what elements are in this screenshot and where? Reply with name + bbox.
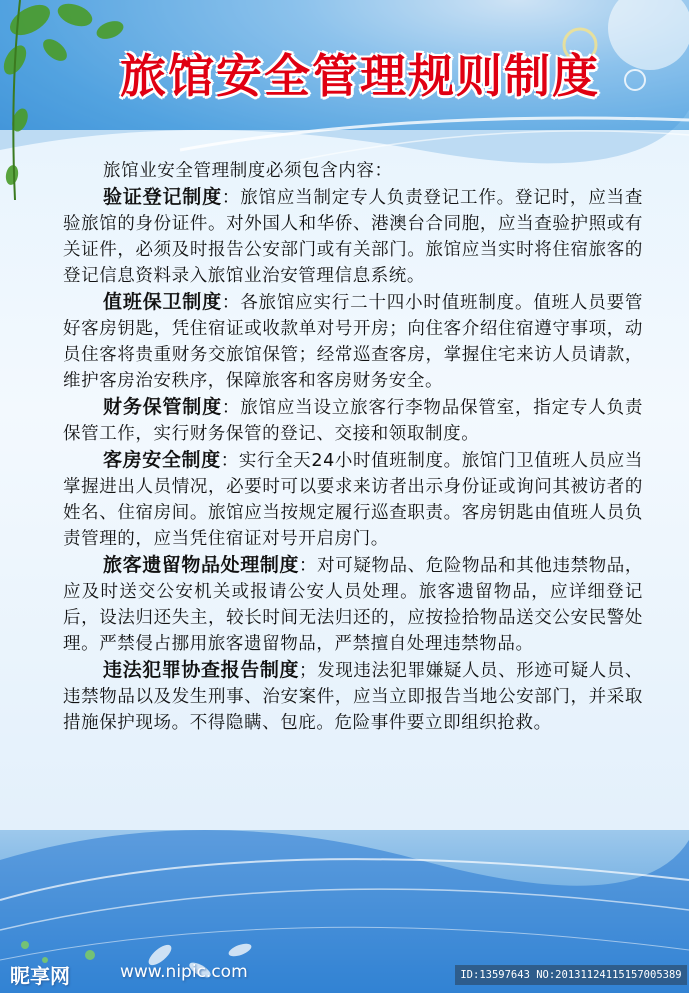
intro-text: 旅馆业安全管理制度必须包含内容： [103, 161, 393, 181]
section-heading: 违法犯罪协查报告制度 [103, 659, 300, 681]
section-heading: 验证登记制度 [103, 186, 222, 208]
page-title: 旅馆安全管理规则制度 [120, 49, 600, 103]
watermark-logo: 昵享网 [10, 964, 70, 988]
section-heading: 财务保管制度 [103, 396, 222, 418]
section-body: ：对可疑物品、危险物品和其他违禁物品，应及时送交公安机关或报请公安人员处理。旅客遗留物品，应详细登记后，设法归还失主，较长时间无法归还的，应按捡拾物品送交公安民警处理。严禁侵占挪用旅客遗留物品，严禁擅自处理违禁物品。 [63, 556, 643, 654]
section-crime-report [63, 657, 643, 736]
section-body: ：旅馆应当设立旅客行李物品保管室，指定专人负责保管工作，实行财务保管的登记、交接和领取制度。 [63, 398, 643, 444]
watermark-id: ID:13597643 NO:20131124115157005389 [455, 965, 687, 985]
section-duty [63, 289, 643, 394]
section-body: ；发现违法犯罪嫌疑人员、形迹可疑人员、违禁物品以及发生刑事、治安案件，应当立即报告当地公安部门，并采取措施保护现场。不得隐瞒、包庇。危险事件要立即组织抢救。 [63, 661, 643, 733]
section-lost-items [63, 552, 643, 657]
section-property [63, 394, 643, 447]
section-body: ：旅馆应当制定专人负责登记工作。登记时，应当查验旅馆的身份证件。对外国人和华侨、港澳台合同胞，应当查验护照或有关证件，必须及时报告公安部门或有关部门。旅馆应当实时将住宿旅客的登记信息资料录入旅馆业治安管理信息系统。 [63, 188, 643, 286]
watermark-url: www.nipic.com [120, 962, 248, 982]
section-heading: 客房安全制度 [103, 449, 221, 471]
section-heading: 旅客遗留物品处理制度 [103, 554, 300, 576]
rules-content [63, 158, 643, 736]
section-room-safety [63, 447, 643, 552]
section-body: ：各旅馆应实行二十四小时值班制度。值班人员要管好客房钥匙，凭住宿证或收款单对号开房；向住客介绍住宿遵守事项，动员住客将贵重财务交旅馆保管；经常巡查客房，掌握住宅来访人员请款，维护客房治安秩序，保障旅客和客房财务安全。 [63, 293, 643, 391]
section-verification [63, 184, 643, 289]
section-heading: 值班保卫制度 [103, 291, 222, 313]
section-body: ：实行全天24小时值班制度。旅馆门卫值班人员应当掌握进出人员情况，必要时可以要求来访者出示身份证或询问其被访者的姓名、住宿房间。旅馆应当按规定履行巡查职责。客房钥匙由值班人员负责管理的，应当凭住宿证对号开启房门。 [63, 451, 643, 549]
